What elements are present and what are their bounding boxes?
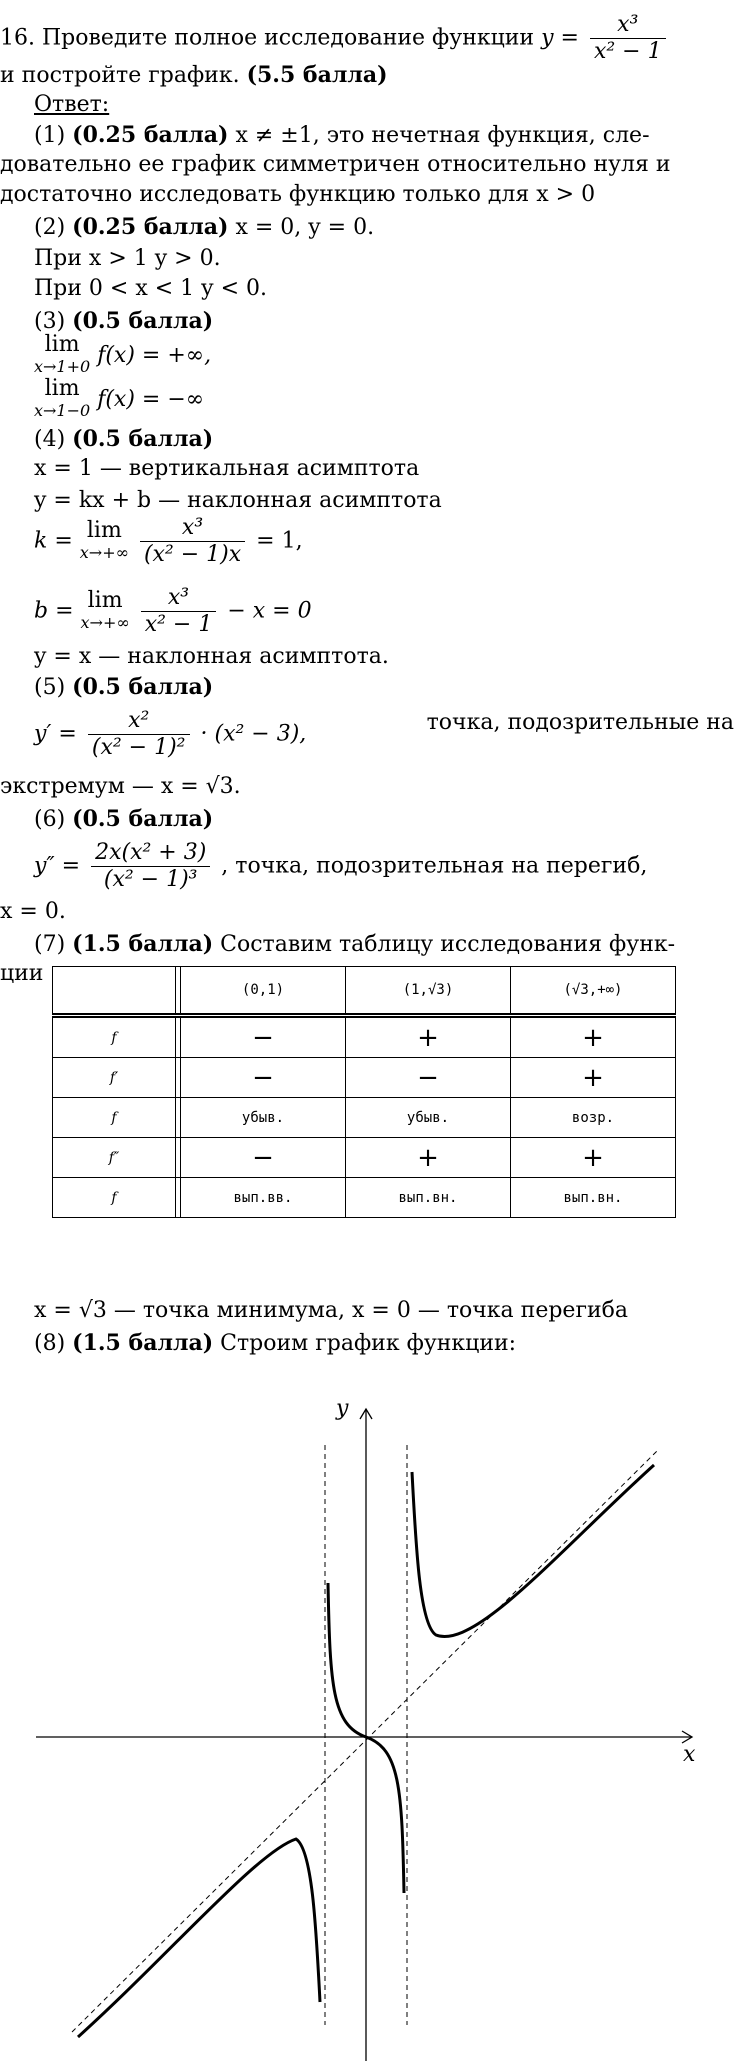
table-cell: убыв. xyxy=(346,1098,511,1138)
k-den: (x² − 1)x xyxy=(143,542,242,567)
step-6-second-derivative xyxy=(34,840,647,893)
step-2-line-b: При x > 1 y > 0. xyxy=(34,246,221,271)
table-cell: + xyxy=(346,1138,511,1178)
step-2-points: (0.25 балла) xyxy=(72,214,229,240)
table-cell: вып.вн. xyxy=(511,1178,676,1218)
step-8-num: (8) xyxy=(34,1331,66,1356)
table-cell: убыв. xyxy=(181,1098,346,1138)
step-3-limit-1 xyxy=(34,334,211,378)
step-8-points: (1.5 балла) xyxy=(72,1330,214,1356)
table-header-cell: (0,1) xyxy=(181,967,346,1016)
table-row xyxy=(53,1178,676,1218)
problem-line2-text: и постройте график. xyxy=(0,63,240,88)
step-4-vertical: x = 1 — вертикальная асимптота xyxy=(34,456,420,481)
k-lhs: k = xyxy=(34,528,73,554)
answer-label: Ответ: xyxy=(34,92,110,117)
problem-line-1 xyxy=(0,12,670,65)
limit-sub: x→+∞ xyxy=(79,542,129,562)
limit-expr: f(x) = −∞ xyxy=(97,387,205,412)
step-4 xyxy=(34,424,213,455)
b-rhs: − x = 0 xyxy=(227,598,312,624)
step-1-line-c: достаточно исследовать функцию только для x > 0 xyxy=(0,182,596,207)
table-cell: − xyxy=(346,1058,511,1098)
y-prime-fraction xyxy=(88,708,190,761)
k-num: x³ xyxy=(140,515,245,542)
step-7 xyxy=(34,929,675,960)
step-1-num: (1) xyxy=(34,123,66,148)
table-cell: вып.вв. xyxy=(181,1178,346,1218)
y-second-num: 2x(x² + 3) xyxy=(91,840,210,867)
step-5-points: (0.5 балла) xyxy=(72,674,214,700)
row-label: f xyxy=(53,1016,176,1058)
limit-operator: lim x→+∞ xyxy=(80,587,130,632)
k-rhs: = 1, xyxy=(256,528,303,554)
problem-fraction-den: x² − 1 xyxy=(593,39,662,64)
table-cell: − xyxy=(181,1058,346,1098)
step-7-num: (7) xyxy=(34,932,66,957)
table-cell: + xyxy=(511,1016,676,1058)
problem-prefix: 16. Проведите полное исследование функции xyxy=(0,25,535,51)
limit-operator: lim x→1−0 xyxy=(34,376,91,420)
step-7-points: (1.5 балла) xyxy=(72,931,214,957)
step-5-derivative xyxy=(34,708,734,761)
step-8 xyxy=(34,1328,516,1359)
step-1-line-b: довательно ее график симметричен относительно нуля и xyxy=(0,152,671,177)
b-num: x³ xyxy=(141,585,217,612)
step-3-limit-2 xyxy=(34,378,204,422)
row-label: f′ xyxy=(53,1058,176,1098)
branch-left xyxy=(78,1839,320,2037)
y-second-den: (x² − 1)³ xyxy=(103,867,198,892)
step-6 xyxy=(34,804,213,835)
step-2 xyxy=(34,212,374,243)
y-prime-lhs: y′ = xyxy=(34,721,77,747)
step-2-num: (2) xyxy=(34,215,66,240)
k-fraction xyxy=(140,515,245,568)
row-label: f″ xyxy=(53,1138,176,1178)
step-4-k xyxy=(34,515,303,568)
b-lhs: b = xyxy=(34,598,74,624)
summary-line: x = √3 — точка минимума, x = 0 — точка перегиба xyxy=(34,1298,628,1323)
y-second-lhs: y″ = xyxy=(34,853,81,879)
row-label: f xyxy=(53,1098,176,1138)
step-5 xyxy=(34,672,213,703)
table-cell: + xyxy=(511,1058,676,1098)
asymptote-oblique xyxy=(72,1450,658,2032)
table-header-cell: (√3,+∞) xyxy=(511,967,676,1016)
step-3-points: (0.5 балла) xyxy=(72,308,214,334)
problem-line-2 xyxy=(0,60,388,91)
step-3-num: (3) xyxy=(34,309,66,334)
table-header-row xyxy=(53,967,676,1016)
limit-operator: lim x→+∞ xyxy=(79,517,129,562)
problem-points: (5.5 балла) xyxy=(246,62,388,88)
step-5-num: (5) xyxy=(34,675,66,700)
x-axis-label: x xyxy=(683,1742,696,1767)
step-6-points: (0.5 балла) xyxy=(72,806,214,832)
row-label: f xyxy=(53,1178,176,1218)
step-2-line-c: При 0 < x < 1 y < 0. xyxy=(34,276,267,301)
y-prime-rhs: · (x² − 3), xyxy=(200,721,307,747)
table-row xyxy=(53,1016,676,1058)
y-prime-den: (x² − 1)² xyxy=(91,735,186,760)
limit-expr: f(x) = +∞, xyxy=(97,343,212,368)
problem-fraction xyxy=(590,12,666,65)
limit-operator: lim x→1+0 xyxy=(34,332,91,376)
table-cell: вып.вн. xyxy=(346,1178,511,1218)
step-4-points: (0.5 балла) xyxy=(72,426,214,452)
table-row xyxy=(53,1098,676,1138)
step-5-line-b: экстремум — x = √3. xyxy=(0,774,241,799)
b-den: x² − 1 xyxy=(144,612,213,637)
limit-sub: x→+∞ xyxy=(80,612,130,632)
step-4-b xyxy=(34,585,312,638)
step-2-text: x = 0, y = 0. xyxy=(235,215,375,240)
function-graph xyxy=(0,1385,736,2061)
step-4-num: (4) xyxy=(34,427,66,452)
step-8-text: Строим график функции: xyxy=(220,1331,517,1356)
table-header-cell: (1,√3) xyxy=(346,967,511,1016)
table-cell: возр. xyxy=(511,1098,676,1138)
step-7-line-b: ции xyxy=(0,961,44,986)
step-7-text: Составим таблицу исследования функ- xyxy=(220,932,676,957)
table-header-cell xyxy=(53,967,176,1016)
problem-fraction-num: x³ xyxy=(590,12,666,39)
limit-sub: x→1−0 xyxy=(34,401,91,420)
table-cell: + xyxy=(346,1016,511,1058)
y-prime-num: x² xyxy=(88,708,190,735)
limit-sub: x→1+0 xyxy=(34,357,91,376)
table-cell: − xyxy=(181,1138,346,1178)
table-cell: − xyxy=(181,1016,346,1058)
table-row xyxy=(53,1138,676,1178)
step-6-text: , точка, подозрительная на перегиб, xyxy=(221,853,648,879)
table-row xyxy=(53,1058,676,1098)
y-second-fraction xyxy=(91,840,210,893)
step-5-text: точка, подозрительные на xyxy=(426,710,734,735)
problem-lhs: y = xyxy=(541,25,579,51)
step-4-oblique: y = kx + b — наклонная асимптота xyxy=(34,488,442,513)
step-4-result: y = x — наклонная асимптота. xyxy=(34,644,389,669)
b-fraction xyxy=(141,585,217,638)
table-cell: + xyxy=(511,1138,676,1178)
step-1-points: (0.25 балла) xyxy=(72,122,229,148)
step-1 xyxy=(34,120,650,151)
step-1-text: x ≠ ±1, это нечетная функция, сле- xyxy=(235,123,650,148)
step-6-line-b: x = 0. xyxy=(0,899,66,924)
step-6-num: (6) xyxy=(34,807,66,832)
y-axis-label: y xyxy=(336,1396,349,1421)
study-table xyxy=(52,966,676,1218)
